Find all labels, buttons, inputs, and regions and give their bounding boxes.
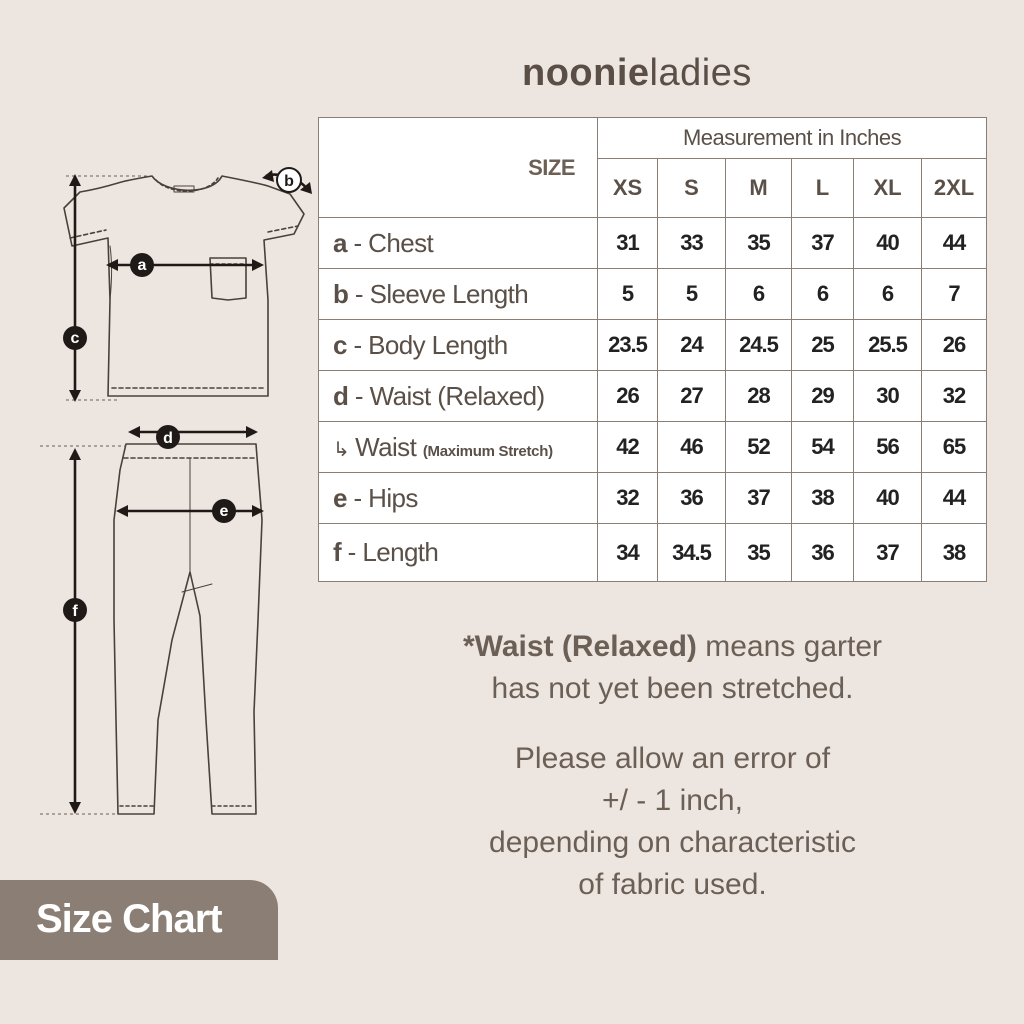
table-row (319, 524, 987, 582)
table-cell: 52 (726, 422, 792, 473)
svg-text:c: c (70, 330, 80, 347)
row-label (319, 269, 598, 320)
table-cell: 54 (792, 422, 854, 473)
waist-note (320, 626, 1024, 710)
table-cell: 42 (598, 422, 658, 473)
marker-b (277, 168, 301, 192)
row-label-text: - Length (341, 537, 439, 567)
error-note (320, 738, 1024, 906)
table-cell: 36 (658, 473, 726, 524)
row-label (319, 473, 598, 524)
table-cell: 36 (792, 524, 854, 582)
table-cell: 5 (598, 269, 658, 320)
table-cell: 28 (726, 371, 792, 422)
table-cell: 40 (854, 218, 922, 269)
row-letter: d (333, 380, 349, 411)
size-column-header: S (658, 159, 726, 218)
table-cell: 37 (726, 473, 792, 524)
table-row (319, 371, 987, 422)
size-header-cell (319, 118, 598, 218)
row-label (319, 371, 598, 422)
table-row (319, 422, 987, 473)
row-letter: f (333, 537, 342, 567)
row-label-text: - Chest (346, 227, 434, 258)
error-note-line3: depending on characteristic (489, 826, 856, 859)
brand-name-bold: noonie (522, 52, 650, 94)
row-letter: c (333, 329, 347, 360)
table-cell: 25 (792, 320, 854, 371)
table-cell: 31 (598, 218, 658, 269)
brand-logo (522, 52, 752, 95)
row-label-subtext: (Maximum Stretch) (422, 442, 553, 460)
table-cell: 46 (658, 422, 726, 473)
table-row (319, 320, 987, 371)
table-cell: 34.5 (658, 524, 726, 582)
row-label (319, 218, 598, 269)
tshirt-neck-inner (156, 178, 218, 191)
row-label-text: - Sleeve Length (348, 278, 529, 309)
table-cell: 34 (598, 524, 658, 582)
row-label (319, 320, 598, 371)
marker-f (63, 598, 87, 622)
error-note-line1: Please allow an error of (514, 742, 831, 775)
size-column-header: L (792, 159, 854, 218)
table-cell: 38 (922, 524, 987, 582)
error-note-line4: of fabric used. (578, 868, 767, 901)
row-letter: e (333, 482, 347, 513)
table-cell: 37 (854, 524, 922, 582)
table-cell: 6 (792, 269, 854, 320)
marker-c (63, 326, 87, 350)
table-cell: 30 (854, 371, 922, 422)
size-column-header: M (726, 159, 792, 218)
size-table (318, 117, 987, 582)
size-column-header: XL (854, 159, 922, 218)
table-cell: 32 (598, 473, 658, 524)
table-cell: 25.5 (854, 320, 922, 371)
svg-text:b: b (284, 173, 294, 190)
marker-a (130, 253, 154, 277)
svg-text:e: e (219, 503, 229, 520)
table-cell: 6 (726, 269, 792, 320)
svg-text:a: a (137, 257, 147, 274)
tshirt-side-left (110, 246, 112, 300)
row-letter: a (333, 227, 347, 258)
row-label-text: - Waist (Relaxed) (348, 380, 545, 411)
table-cell: 24 (658, 320, 726, 371)
row-label-text: - Body Length (346, 329, 508, 360)
table-cell: 35 (726, 218, 792, 269)
tshirt-outline (64, 176, 304, 396)
table-cell: 27 (658, 371, 726, 422)
table-cell: 24.5 (726, 320, 792, 371)
marker-e (212, 499, 236, 523)
pants-outline (114, 444, 262, 814)
row-label (319, 524, 598, 582)
error-note-line2: +/ - 1 inch, (602, 784, 743, 817)
table-cell: 6 (854, 269, 922, 320)
table-cell: 38 (792, 473, 854, 524)
table-cell: 44 (922, 218, 987, 269)
table-cell: 33 (658, 218, 726, 269)
svg-text:f: f (72, 603, 78, 620)
table-cell: 65 (922, 422, 987, 473)
row-label-text: - Hips (346, 482, 418, 513)
table-cell: 26 (922, 320, 987, 371)
table-cell: 56 (854, 422, 922, 473)
size-column-header: 2XL (922, 159, 987, 218)
table-cell: 32 (922, 371, 987, 422)
garment-diagram (0, 150, 320, 830)
table-cell: 7 (922, 269, 987, 320)
table-row (319, 269, 987, 320)
table-cell: 29 (792, 371, 854, 422)
table-cell: 44 (922, 473, 987, 524)
row-label-text: Waist (355, 431, 423, 462)
table-cell: 26 (598, 371, 658, 422)
table-cell: 37 (792, 218, 854, 269)
row-label (319, 422, 598, 473)
size-chart-tag (0, 880, 278, 960)
waist-note-line2: has not yet been stretched. (491, 672, 854, 705)
table-row (319, 473, 987, 524)
brand-name-light: ladies (649, 52, 752, 94)
waist-note-bold: *Waist (Relaxed) (462, 630, 697, 663)
row-letter: b (333, 278, 349, 309)
size-header: SIZE (528, 154, 575, 180)
marker-d (156, 425, 180, 449)
return-arrow-icon: ↳ (333, 438, 350, 461)
table-cell: 5 (658, 269, 726, 320)
size-column-header: XS (598, 159, 658, 218)
table-cell: 40 (854, 473, 922, 524)
table-row (319, 218, 987, 269)
tshirt-sleeve-right-hem (268, 226, 298, 232)
svg-text:d: d (163, 430, 173, 447)
measurement-header: Measurement in Inches (598, 118, 987, 159)
waist-note-text: means garter (696, 630, 883, 663)
table-cell: 23.5 (598, 320, 658, 371)
table-cell: 35 (726, 524, 792, 582)
size-chart-label: Size Chart (36, 897, 222, 941)
